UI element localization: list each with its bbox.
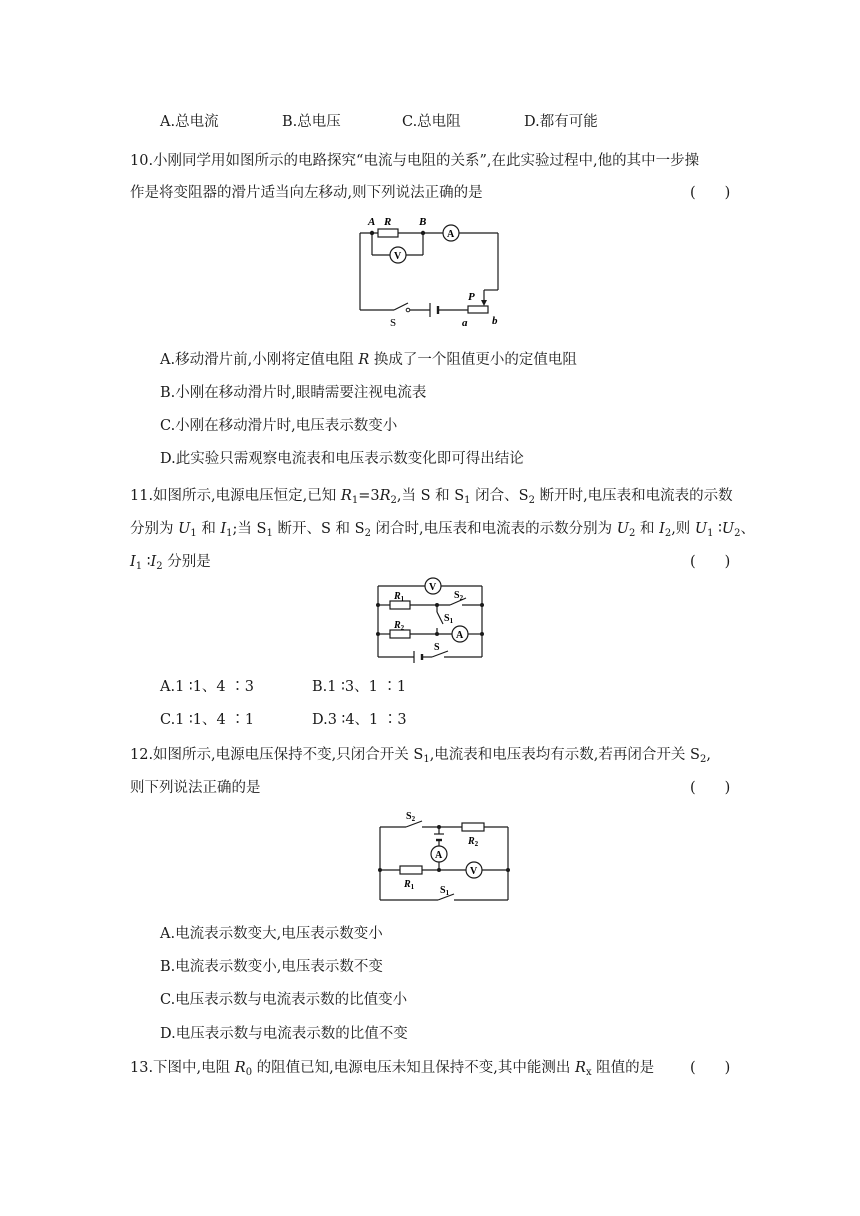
q9-option-d: D.都有可能 [524, 114, 598, 130]
q12-option-c: C.电压表示数与电流表示数的比值变小 [160, 992, 408, 1008]
q12-stem-line2: 则下列说法正确的是 [130, 780, 261, 796]
q12-option-b: B.电流表示数变小,电压表示数不变 [160, 959, 383, 975]
q10-option-d: D.此实验只需观察电流表和电压表示数变化即可得出结论 [160, 451, 524, 467]
q11-voltmeter-symbol: V [429, 582, 437, 593]
q10-answer-paren: ( ) [690, 185, 731, 201]
q11-label-s1: $S_1$ [444, 613, 454, 625]
q11-answer-paren: ( ) [690, 554, 731, 570]
q10-label-b: b [492, 315, 498, 327]
q10-stem-line2: 作是将变阻器的滑片适当向左移动,则下列说法正确的是 [130, 185, 483, 201]
q12-option-d: D.电压表示数与电流表示数的比值不变 [160, 1026, 408, 1042]
q10-label-P: P [468, 291, 475, 303]
q11-label-r1: $R_1$ [394, 591, 405, 603]
q10-label-B: B [419, 216, 427, 228]
q11-option-d: D.3 ∶4、1 ∶3 [312, 712, 407, 728]
q11-label-s2: $S_2$ [454, 590, 464, 602]
q12-answer-paren: ( ) [690, 780, 731, 796]
q12-label-s1: $S_1$ [440, 885, 450, 897]
q12-label-r2: $R_2$ [468, 836, 479, 848]
q11-label-s: S [434, 642, 440, 653]
q10-label-A: A [368, 216, 376, 228]
q12-label-s2: $S_2$ [406, 811, 416, 823]
q11-option-c: C.1 ∶1、4 ∶1 [160, 712, 255, 728]
q10-ammeter-symbol: A [447, 229, 455, 240]
q13-stem-line1: 13.下图中,电阻 $R_0$ 的阻值已知,电源电压未知且保持不变,其中能测出 $R_x$ 阻值的是 [130, 1060, 655, 1078]
q11-stem-line2: 分别为 $U_1$ 和 $I_1$;当 $S_1$ 断开、S 和 $S_2$ 闭合时,电压表和电流表的示数分别为 $U_2$ 和 $I_2$,则 $U_1$ $∶U_2$、 [130, 521, 756, 539]
q11-circuit-diagram [370, 572, 490, 667]
q12-label-r1: $R_1$ [404, 879, 415, 891]
q12-voltmeter-symbol: V [470, 866, 478, 877]
q13-answer-paren: ( ) [690, 1060, 731, 1076]
q11-label-r2: $R_2$ [394, 620, 405, 632]
q10-label-S: S [390, 317, 397, 329]
q11-stem-line3: $I_1$ $∶I_2$ 分别是 [130, 554, 211, 572]
q10-label-a: a [462, 317, 468, 329]
q9-option-b: B.总电压 [282, 114, 341, 130]
q10-stem-line1: 10.小刚同学用如图所示的电路探究“电流与电阻的关系”,在此实验过程中,他的其中一步操 [130, 153, 700, 169]
q11-ammeter-symbol: A [456, 630, 464, 641]
q12-option-a: A.电流表示数变大,电压表示数变小 [160, 926, 383, 942]
q10-option-a: A.移动滑片前,小刚将定值电阻 R 换成了一个阻值更小的定值电阻 [160, 352, 577, 368]
q12-ammeter-symbol: A [435, 850, 443, 861]
q10-label-R: R [384, 216, 392, 228]
q10-option-c: C.小刚在移动滑片时,电压表示数变小 [160, 418, 398, 434]
q10-option-b: B.小刚在移动滑片时,眼睛需要注视电流表 [160, 385, 427, 401]
q11-stem-line1: 11.如图所示,电源电压恒定,已知 $R_1=3R_2$,当 S 和 $S_1$ 闭合、$S_2$ 断开时,电压表和电流表的示数 [130, 488, 733, 506]
q10-voltmeter-symbol: V [394, 251, 402, 262]
q10-circuit-diagram [350, 210, 520, 330]
q11-option-a: A.1 ∶1、4 ∶3 [160, 679, 254, 695]
q9-option-c: C.总电阻 [402, 114, 461, 130]
q12-circuit-diagram [372, 808, 517, 908]
q9-option-a: A.总电流 [160, 114, 219, 130]
q12-stem-line1: 12.如图所示,电源电压保持不变,只闭合开关 $S_1$,电流表和电压表均有示数,若再闭合开关 $S_2$, [130, 747, 711, 765]
q11-option-b: B.1 ∶3、1 ∶1 [312, 679, 407, 695]
